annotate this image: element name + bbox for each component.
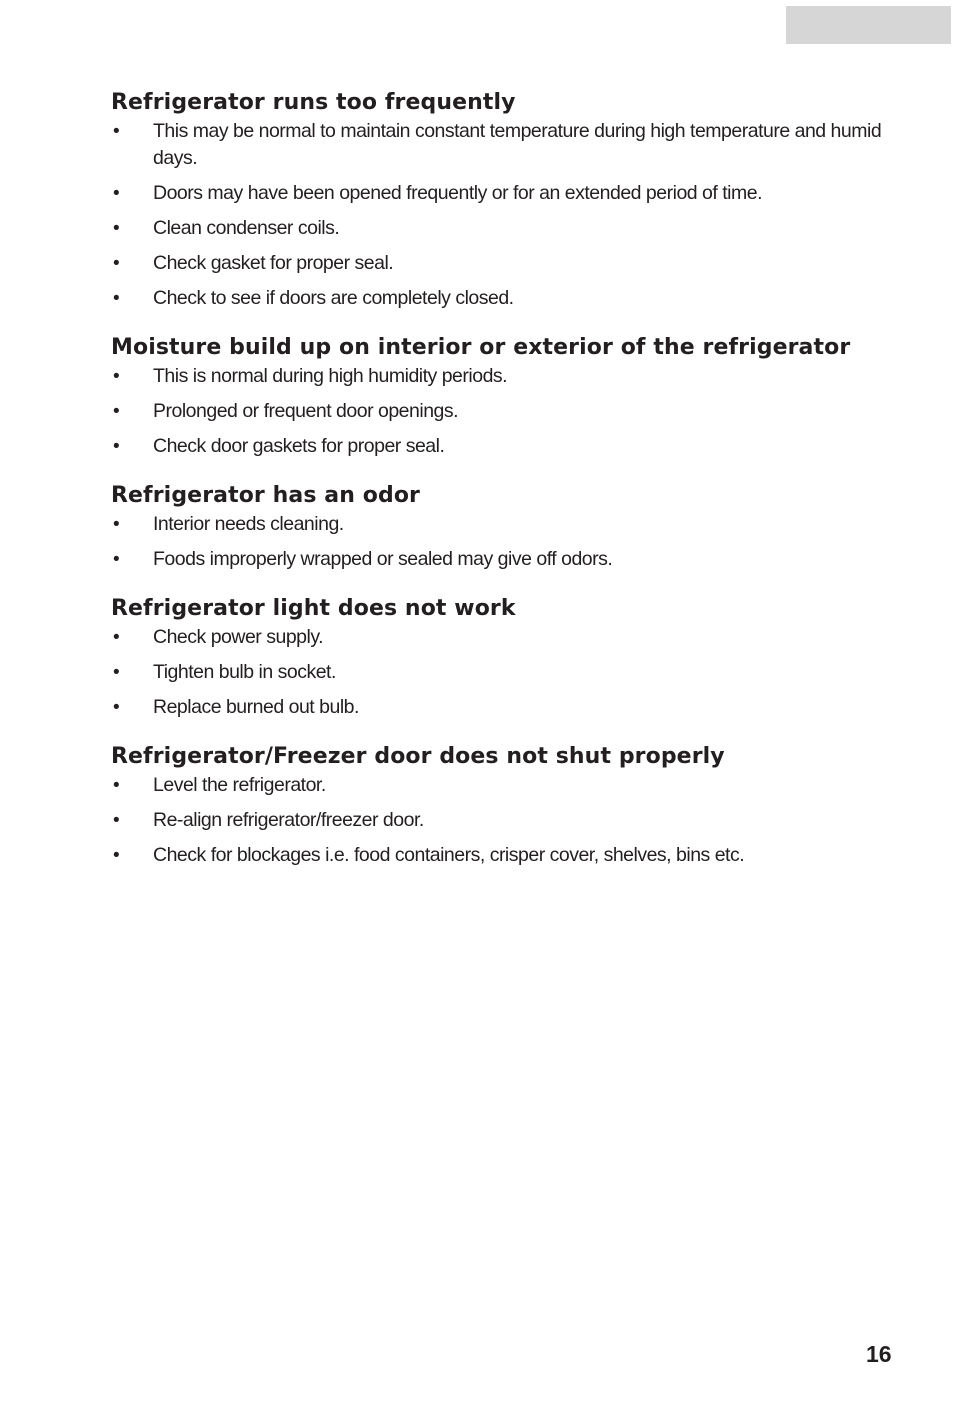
bullet-icon: •	[113, 121, 120, 142]
bullet-icon: •	[113, 549, 120, 570]
list-item	[111, 363, 891, 390]
page-number: 16	[866, 1341, 892, 1367]
list-item	[111, 398, 891, 425]
list-item	[111, 118, 891, 172]
list-item	[111, 511, 891, 538]
section-light	[111, 594, 891, 721]
list-item-text: Check gasket for proper seal.	[153, 252, 394, 274]
list-item	[111, 180, 891, 207]
section-title: Refrigerator runs too frequently	[111, 90, 516, 115]
list-item-text: Level the refrigerator.	[153, 774, 326, 796]
list-item-text: This is normal during high humidity periods.	[153, 365, 508, 387]
list-item-text: Check for blockages i.e. food containers, crisper cover, shelves, bins etc.	[153, 844, 745, 866]
bullet-icon: •	[113, 366, 120, 387]
bullet-icon: •	[113, 845, 120, 866]
list-item	[111, 546, 891, 573]
list-item-text: Interior needs cleaning.	[153, 513, 344, 535]
list-item-text: Check door gaskets for proper seal.	[153, 435, 445, 457]
bullet-icon: •	[113, 627, 120, 648]
bullet-list	[111, 363, 891, 460]
bullet-list	[111, 624, 891, 721]
section-door	[111, 742, 891, 869]
corner-tab	[786, 6, 951, 44]
list-item	[111, 215, 891, 242]
bullet-icon: •	[113, 183, 120, 204]
list-item-text: Check power supply.	[153, 626, 324, 648]
bullet-icon: •	[113, 514, 120, 535]
list-item	[111, 250, 891, 277]
section-title: Refrigerator light does not work	[111, 596, 516, 621]
troubleshooting-content	[111, 88, 891, 890]
section-title: Refrigerator has an odor	[111, 483, 420, 508]
list-item	[111, 433, 891, 460]
section-runs-frequently	[111, 88, 891, 312]
section-moisture	[111, 333, 891, 460]
section-title: Moisture build up on interior or exterior of the refrigerator	[111, 335, 851, 360]
list-item-text: Doors may have been opened frequently or for an extended period of time.	[153, 182, 762, 204]
list-item-text: Clean condenser coils.	[153, 217, 340, 239]
list-item	[111, 807, 891, 834]
bullet-list	[111, 511, 891, 573]
bullet-icon: •	[113, 436, 120, 457]
list-item	[111, 694, 891, 721]
list-item	[111, 842, 891, 869]
section-title: Refrigerator/Freezer door does not shut properly	[111, 744, 725, 769]
section-odor	[111, 481, 891, 573]
bullet-list	[111, 772, 891, 869]
bullet-icon: •	[113, 288, 120, 309]
list-item-text: This may be normal to maintain constant temperature during high temperature and humid days.	[153, 120, 882, 169]
list-item	[111, 624, 891, 651]
bullet-icon: •	[113, 253, 120, 274]
list-item	[111, 659, 891, 686]
bullet-icon: •	[113, 401, 120, 422]
bullet-icon: •	[113, 810, 120, 831]
list-item	[111, 772, 891, 799]
bullet-icon: •	[113, 775, 120, 796]
list-item-text: Check to see if doors are completely closed.	[153, 287, 514, 309]
list-item-text: Foods improperly wrapped or sealed may give off odors.	[153, 548, 613, 570]
list-item-text: Tighten bulb in socket.	[153, 661, 336, 683]
bullet-icon: •	[113, 662, 120, 683]
list-item-text: Replace burned out bulb.	[153, 696, 359, 718]
list-item-text: Prolonged or frequent door openings.	[153, 400, 459, 422]
bullet-icon: •	[113, 697, 120, 718]
bullet-list	[111, 118, 891, 312]
list-item	[111, 285, 891, 312]
bullet-icon: •	[113, 218, 120, 239]
list-item-text: Re-align refrigerator/freezer door.	[153, 809, 424, 831]
